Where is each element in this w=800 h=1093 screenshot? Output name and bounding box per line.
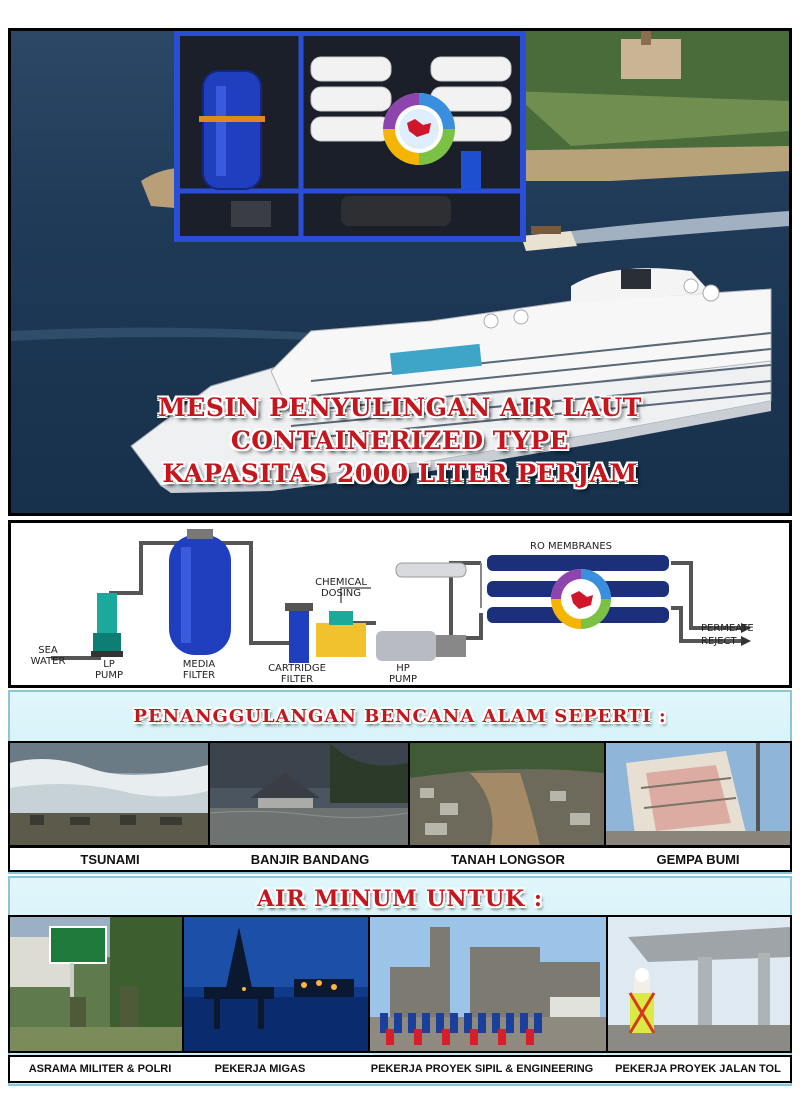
caption-gempa-bumi: GEMPA BUMI — [656, 851, 740, 867]
tsunami-photo — [10, 743, 208, 845]
lp-pump-icon — [91, 593, 123, 657]
container-frame — [177, 33, 523, 239]
earthquake-photo — [606, 743, 790, 845]
civil-engineering-photo — [370, 917, 606, 1051]
flood-photo — [210, 743, 408, 845]
label-sea-water: SEA WATER — [30, 645, 66, 667]
media-filter-icon — [169, 529, 231, 655]
chemical-dosing-icon — [316, 611, 366, 657]
uv-sterilizer-icon — [396, 563, 466, 577]
hero-banner — [8, 28, 792, 516]
caption-pekerja-proyek-sipil: PEKERJA PROYEK SIPIL & ENGINEERING — [370, 1063, 594, 1075]
drinking-water-title: AIR MINUM UNTUK : — [256, 886, 543, 912]
drinking-water-captions — [8, 1055, 792, 1083]
label-lp-pump: LP PUMP — [94, 659, 123, 681]
caption-banjir-bandang: BANJIR BANDANG — [250, 851, 370, 867]
label-permeate: PERMEATE — [701, 623, 754, 634]
label-media-filter: MEDIA FILTER — [182, 659, 216, 681]
oil-gas-platform-photo — [184, 917, 368, 1051]
label-cartridge-filter: CARTRIDGE FILTER — [268, 663, 326, 685]
landslide-photo — [410, 743, 604, 845]
disaster-photos — [8, 741, 792, 847]
label-reject: REJECT — [701, 636, 737, 647]
ro-membranes-icon — [487, 555, 669, 629]
label-hp-pump: HP PUMP — [388, 663, 417, 685]
hero-title-line-3: KAPASITAS 2000 LITER PERJAM — [162, 459, 638, 488]
caption-asrama-militer: ASRAMA MILITER & POLRI — [28, 1063, 172, 1075]
military-barracks-photo — [10, 917, 182, 1051]
company-logo — [383, 93, 455, 165]
caption-tsunami: TSUNAMI — [80, 851, 140, 867]
caption-pekerja-proyek-jalan-tol: PEKERJA PROYEK JALAN TOL — [615, 1063, 781, 1075]
label-chemical-dosing: CHEMICAL DOSING — [315, 577, 367, 599]
hero-title-line-1: MESIN PENYULINGAN AIR LAUT — [158, 393, 642, 422]
caption-pekerja-migas: PEKERJA MIGAS — [214, 1063, 306, 1075]
drinking-water-photos — [8, 915, 792, 1053]
process-diagram — [8, 520, 792, 688]
label-ro-membranes: RO MEMBRANES — [530, 541, 612, 552]
cartridge-filter-icon — [285, 603, 313, 663]
hero-title-line-2: CONTAINERIZED TYPE — [230, 426, 570, 455]
caption-tanah-longsor: TANAH LONGSOR — [451, 851, 565, 867]
disaster-title: PENANGGULANGAN BENCANA ALAM SEPERTI : — [133, 706, 667, 727]
toll-road-project-photo — [608, 917, 790, 1051]
disaster-captions — [8, 846, 792, 872]
hp-pump-icon — [376, 631, 466, 661]
